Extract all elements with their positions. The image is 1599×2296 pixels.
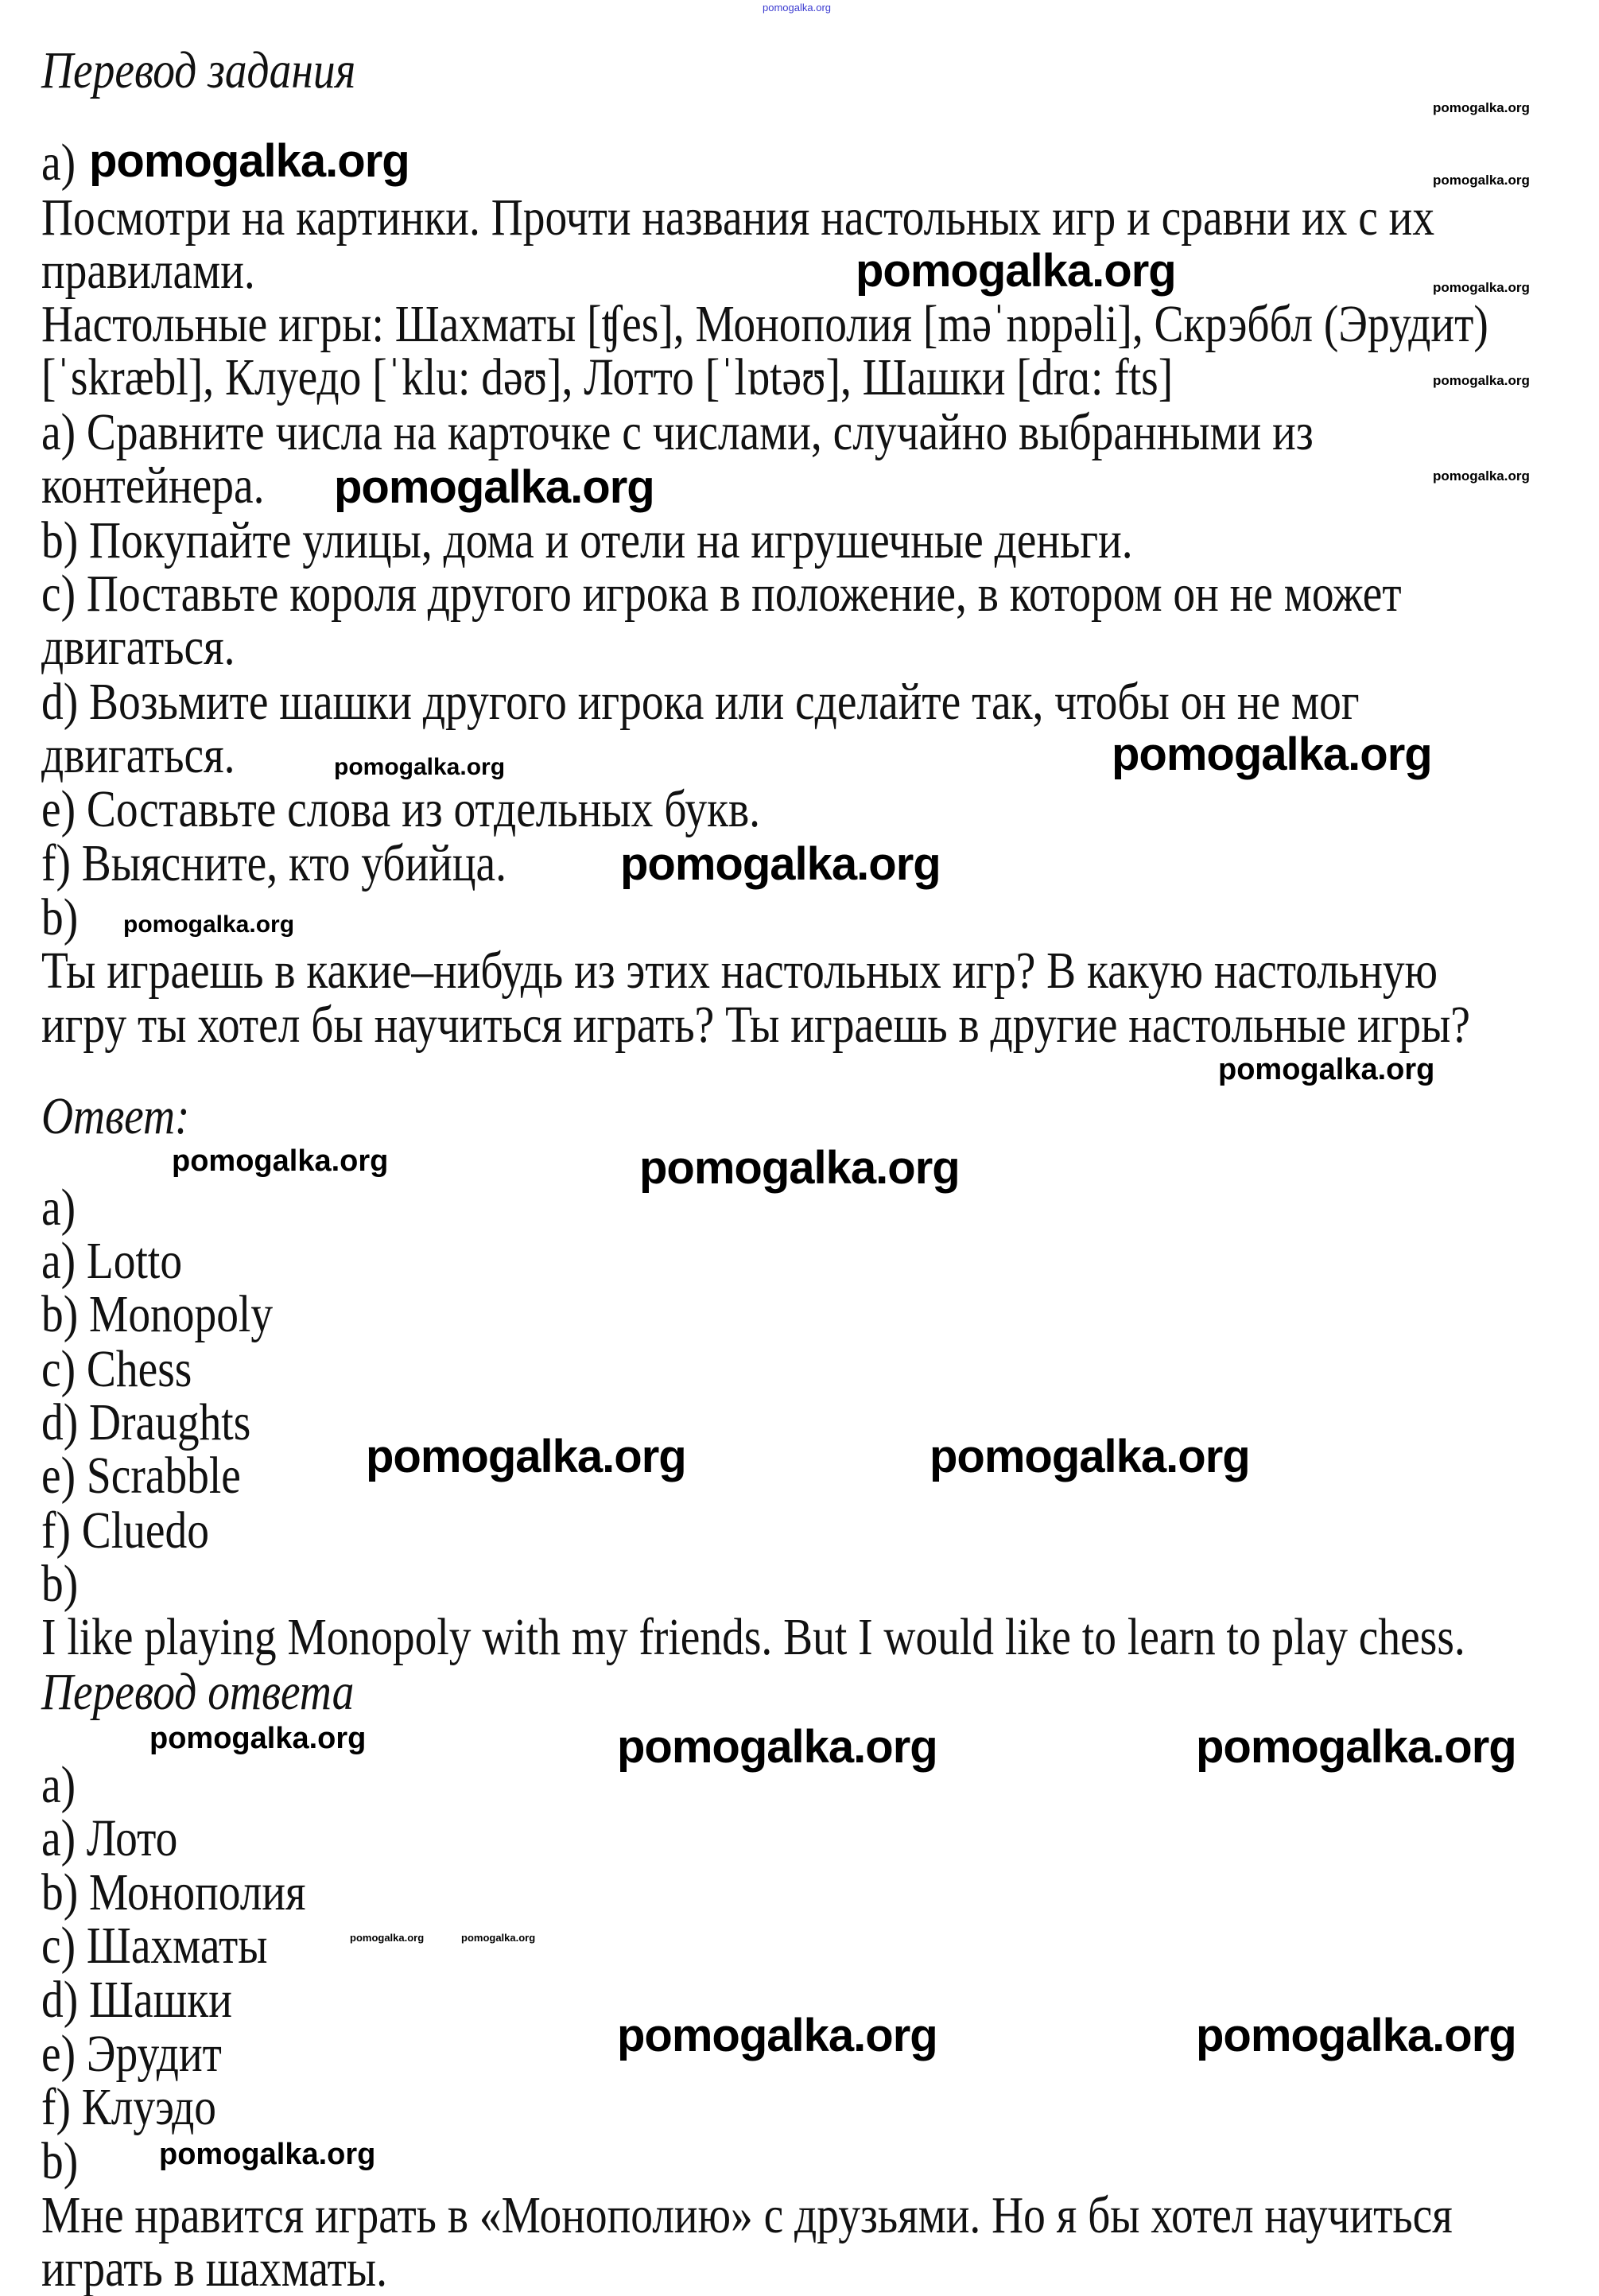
watermark: pomogalka.org xyxy=(639,1142,960,1194)
text-line: a) Лото xyxy=(41,1809,178,1867)
text-line: a) xyxy=(41,1756,76,1814)
text-line: a) xyxy=(41,134,76,192)
text-line: b) Monopoly xyxy=(41,1285,274,1343)
text-line: a) xyxy=(41,1179,76,1237)
watermark: pomogalka.org xyxy=(89,135,409,187)
text-line: b) xyxy=(41,2132,79,2190)
text-line: правилами. xyxy=(41,242,255,300)
text-line: игру ты хотел бы научиться играть? Ты играешь в другие настольные игры? xyxy=(41,996,1470,1054)
text-line: c) Шахматы xyxy=(41,1917,268,1975)
text-line: d) Возьмите шашки другого игрока или сделайте так, чтобы он не мог xyxy=(41,673,1360,731)
text-line: Посмотри на картинки. Прочти названия настольных игр и сравни их с их xyxy=(41,188,1435,247)
text-line: двигаться. xyxy=(41,618,235,676)
watermark: pomogalka.org xyxy=(350,1932,425,1944)
text-line: c) Chess xyxy=(41,1340,192,1398)
answer-heading: Ответ: xyxy=(41,1087,190,1145)
watermark: pomogalka.org xyxy=(1433,100,1530,115)
text-line: a) Lotto xyxy=(41,1232,183,1290)
text-line: b) xyxy=(41,888,79,946)
watermark: pomogalka.org xyxy=(1433,280,1530,295)
watermark: pomogalka.org xyxy=(334,461,654,513)
watermark: pomogalka.org xyxy=(1196,2010,1516,2061)
watermark: pomogalka.org xyxy=(172,1144,389,1178)
text-line: Мне нравится играть в «Монополию» с друзьями. Но я бы хотел научиться xyxy=(41,2186,1453,2244)
text-line: I like playing Monopoly with my friends. But I would like to learn to play chess. xyxy=(41,1608,1465,1666)
watermark: pomogalka.org xyxy=(159,2138,376,2171)
watermark: pomogalka.org xyxy=(930,1431,1250,1482)
watermark: pomogalka.org xyxy=(461,1932,536,1944)
text-line: d) Шашки xyxy=(41,1971,232,2029)
watermark: pomogalka.org xyxy=(620,838,941,890)
watermark: pomogalka.org xyxy=(366,1431,686,1482)
watermark: pomogalka.org xyxy=(856,245,1176,297)
text-line: контейнера. xyxy=(41,456,265,515)
text-line: a) Сравните числа на карточке с числами, случайно выбранными из xyxy=(41,403,1314,461)
text-line: b) Покупайте улицы, дома и отели на игрушечные деньги. xyxy=(41,511,1133,569)
watermark: pomogalka.org xyxy=(617,2010,937,2061)
watermark: pomogalka.org xyxy=(123,911,295,938)
text-line: d) Draughts xyxy=(41,1393,251,1451)
text-line: c) Поставьте короля другого игрока в положение, в котором он не может xyxy=(41,565,1402,623)
watermark: pomogalka.org xyxy=(149,1722,367,1755)
text-line: f) Cluedo xyxy=(41,1502,209,1560)
text-line: двигаться. xyxy=(41,726,235,784)
watermark: pomogalka.org xyxy=(1433,373,1530,388)
text-line: e) Составьте слова из отдельных букв. xyxy=(41,780,761,838)
text-line: b) xyxy=(41,1555,79,1613)
answer-translation-heading: Перевод ответа xyxy=(41,1663,355,1721)
text-line: Ты играешь в какие–нибудь из этих настольных игр? В какую настольную xyxy=(41,942,1438,1000)
watermark: pomogalka.org xyxy=(334,754,506,780)
watermark: pomogalka.org xyxy=(1218,1053,1435,1086)
watermark: pomogalka.org xyxy=(1433,173,1530,188)
watermark: pomogalka.org xyxy=(1196,1721,1516,1773)
text-line: [ˈskræbl], Клуедо [ˈklu: dəʊ], Лотто [ˈlɒtəʊ], Шашки [drɑ: fts] xyxy=(41,348,1174,406)
text-line: f) Клуэдо xyxy=(41,2078,217,2136)
text-line: e) Эрудит xyxy=(41,2025,222,2083)
text-line: Настольные игры: Шахматы [ʧes], Монополия [məˈnɒpəli], Скрэббл (Эрудит) xyxy=(41,295,1488,353)
text-line: e) Scrabble xyxy=(41,1447,241,1505)
text-line: f) Выясните, кто убийца. xyxy=(41,834,506,892)
text-line: b) Монополия xyxy=(41,1863,306,1921)
watermark: pomogalka.org xyxy=(1433,468,1530,484)
task-translation-heading: Перевод задания xyxy=(41,41,356,99)
text-line: играть в шахматы. xyxy=(41,2240,387,2296)
watermark: pomogalka.org xyxy=(1112,728,1432,780)
watermark-link[interactable]: pomogalka.org xyxy=(763,2,831,14)
watermark: pomogalka.org xyxy=(617,1721,937,1773)
